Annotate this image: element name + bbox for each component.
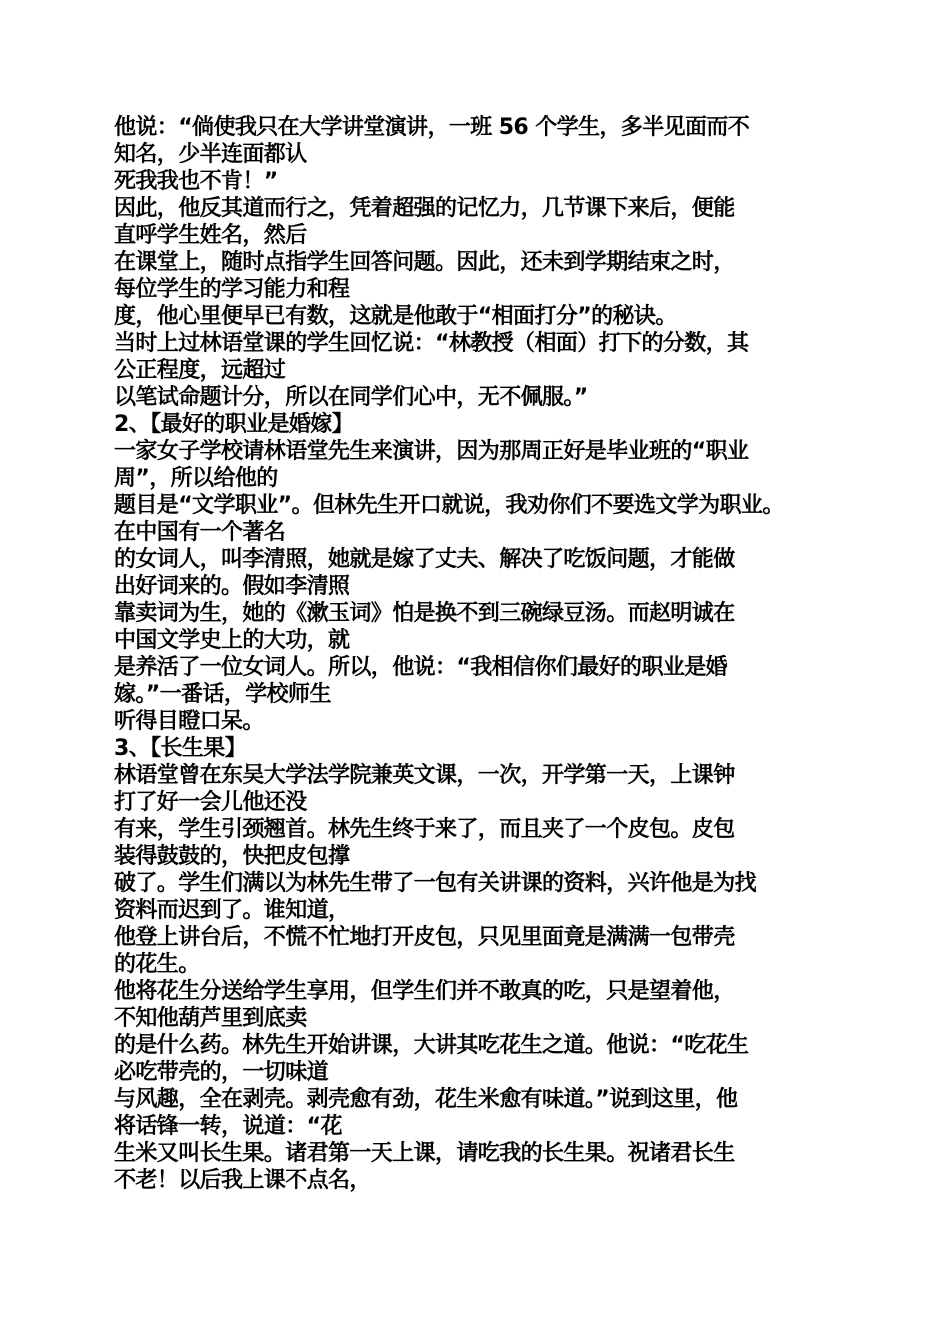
text-line: 在课堂上，随时点指学生回答问题。因此，还未到学期结束之时， bbox=[114, 250, 735, 275]
text-line: 周”，所以给他的 bbox=[114, 466, 278, 491]
text-line: 资料而迟到了。谁知道， bbox=[114, 898, 350, 923]
text-line: 题目是“文学职业”。但林先生开口就说，我劝你们不要选文学为职业。 bbox=[114, 493, 784, 518]
text-line: 不知他葫芦里到底卖 bbox=[114, 1006, 307, 1031]
text-line: 的是什么药。林先生开始讲课，大讲其吃花生之道。他说：“吃花生 bbox=[114, 1033, 749, 1058]
text-line: 当时上过林语堂课的学生回忆说：“林教授（相面）打下的分数，其 bbox=[114, 331, 749, 356]
text-line: 与风趣，全在剥壳。剥壳愈有劲，花生米愈有味道。”说到这里，他 bbox=[114, 1087, 738, 1112]
text-line: 以笔试命题计分，所以在同学们心中，无不佩服。” bbox=[114, 385, 588, 410]
section-heading: 3、【长生果】 bbox=[114, 736, 247, 761]
text-line: 打了好一会儿他还没 bbox=[114, 790, 307, 815]
text-line: 靠卖词为生，她的《漱玉词》怕是换不到三碗绿豆汤。而赵明诚在 bbox=[114, 601, 735, 626]
text-line: 不老！以后我上课不点名， bbox=[114, 1168, 371, 1193]
text-line: 中国文学史上的大功，就 bbox=[114, 628, 350, 653]
text-line: 他将花生分送给学生享用，但学生们并不敢真的吃，只是望着他， bbox=[114, 979, 735, 1004]
text-line: 嫁。”一番话，学校师生 bbox=[114, 682, 331, 707]
text-line: 知名，少半连面都认 bbox=[114, 142, 307, 167]
text-line: 听得目瞪口呆。 bbox=[114, 709, 264, 734]
text-line: 他说：“倘使我只在大学讲堂演讲，一班 56 个学生，多半见面而不 bbox=[114, 115, 750, 140]
text-line: 他登上讲台后，不慌不忙地打开皮包，只见里面竟是满满一包带壳 bbox=[114, 925, 735, 950]
text-line: 的花生。 bbox=[114, 952, 200, 977]
text-line: 生米又叫长生果。诸君第一天上课，请吃我的长生果。祝诸君长生 bbox=[114, 1141, 735, 1166]
text-line: 必吃带壳的，一切味道 bbox=[114, 1060, 329, 1085]
body-text bbox=[114, 114, 844, 1194]
text-line: 度，他心里便早已有数，这就是他敢于“相面打分”的秘诀。 bbox=[114, 304, 677, 329]
text-line: 有来，学生引颈翘首。林先生终于来了，而且夹了一个皮包。皮包 bbox=[114, 817, 735, 842]
text-line: 出好词来的。假如李清照 bbox=[114, 574, 350, 599]
text-line: 死我我也不肯！” bbox=[114, 169, 278, 194]
text-line: 直呼学生姓名，然后 bbox=[114, 223, 307, 248]
text-line: 每位学生的学习能力和程 bbox=[114, 277, 350, 302]
text-line: 一家女子学校请林语堂先生来演讲，因为那周正好是毕业班的“职业 bbox=[114, 439, 749, 464]
text-line: 的女词人，叫李清照，她就是嫁了丈夫、解决了吃饭问题，才能做 bbox=[114, 547, 735, 572]
text-line: 林语堂曾在东吴大学法学院兼英文课，一次，开学第一天，上课钟 bbox=[114, 763, 735, 788]
section-heading: 2、【最好的职业是婚嫁】 bbox=[114, 412, 354, 437]
text-line: 装得鼓鼓的，快把皮包撑 bbox=[114, 844, 350, 869]
text-line: 将话锋一转，说道：“花 bbox=[114, 1114, 342, 1139]
text-line: 在中国有一个著名 bbox=[114, 520, 286, 545]
text-line: 是养活了一位女词人。所以，他说：“我相信你们最好的职业是婚 bbox=[114, 655, 728, 680]
text-line: 公正程度，远超过 bbox=[114, 358, 286, 383]
text-line: 破了。学生们满以为林先生带了一包有关讲课的资料，兴许他是为找 bbox=[114, 871, 757, 896]
text-line: 因此，他反其道而行之，凭着超强的记忆力，几节课下来后，便能 bbox=[114, 196, 735, 221]
